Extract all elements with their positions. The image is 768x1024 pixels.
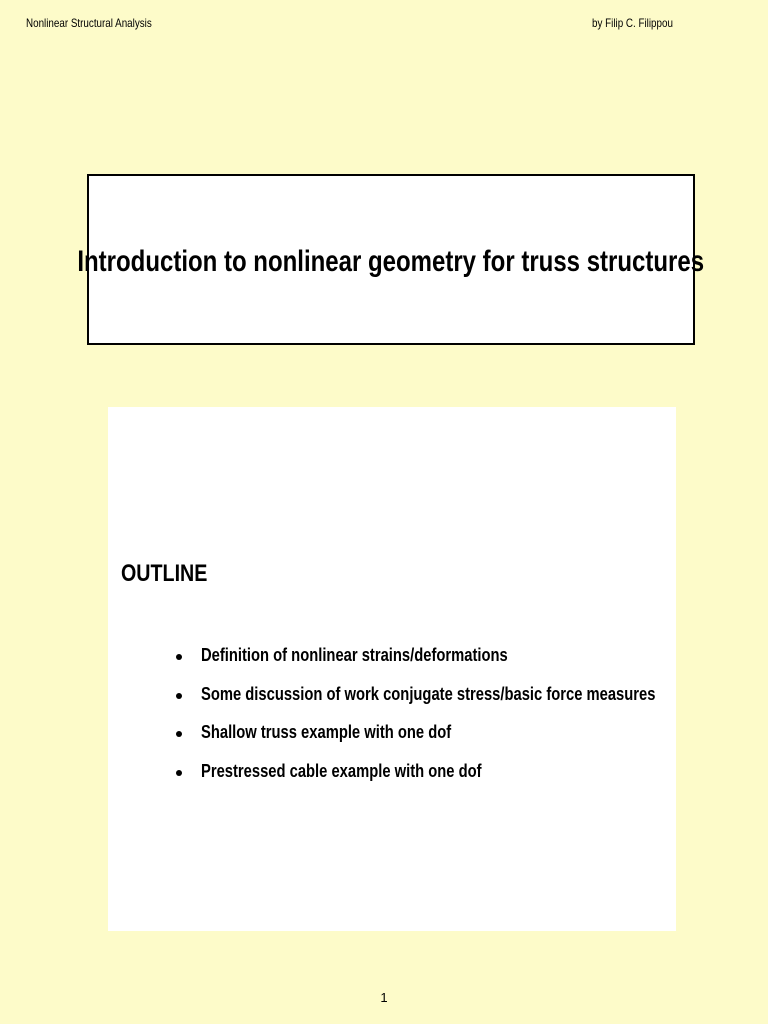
page-number: 1 [380, 990, 388, 1005]
bullet-icon [176, 654, 182, 660]
bullet-icon [176, 770, 182, 776]
outline-panel [108, 407, 676, 931]
header-course-title: Nonlinear Structural Analysis [26, 16, 152, 30]
bullet-icon [176, 731, 182, 737]
outline-heading: OUTLINE [121, 560, 208, 587]
bullet-icon [176, 693, 182, 699]
list-item-text: Definition of nonlinear strains/deformations [201, 645, 508, 665]
list-item-text: Prestressed cable example with one dof [201, 760, 482, 781]
list-item-text: Some discussion of work conjugate stress/basic force measures [201, 683, 656, 704]
title-box [77, 174, 705, 345]
slide-title: Introduction to nonlinear geometry for truss structures [77, 244, 705, 278]
header-author: by Filip C. Filippou [592, 16, 673, 30]
list-item-text: Shallow truss example with one dof [201, 722, 452, 742]
